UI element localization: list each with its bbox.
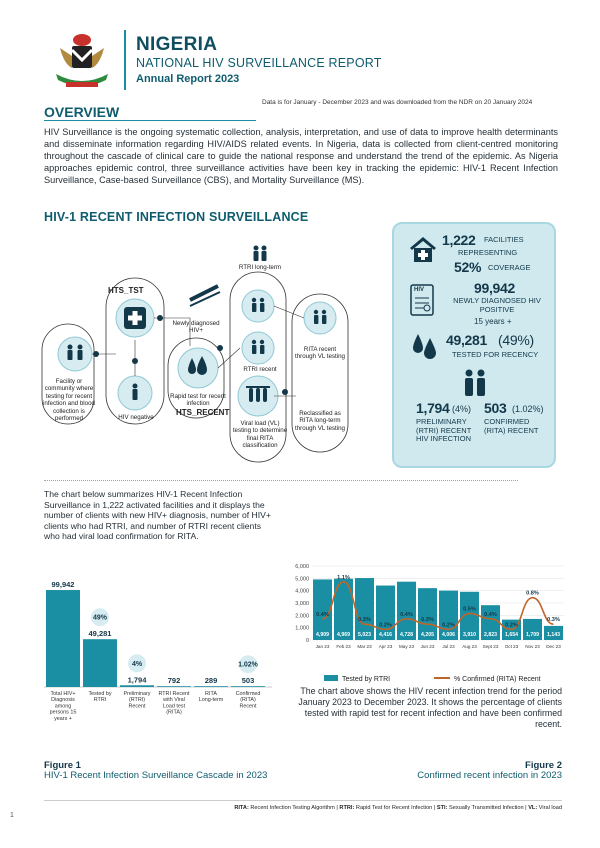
- preliminary-label: PRELIMINARY (RTRI) RECENT HIV INFECTION: [416, 417, 472, 443]
- fig2-line-label: 0.3%: [421, 617, 434, 624]
- coverage-label: COVERAGE: [488, 263, 531, 272]
- trend-chart-legend: [322, 672, 562, 684]
- cascade-bar-chart: [44, 575, 274, 722]
- header-report-title: NATIONAL HIV SURVEILLANCE REPORT: [136, 56, 382, 70]
- fig1-percent-label: 4%: [131, 660, 143, 668]
- fig2-y-tick-label: 0: [305, 638, 309, 644]
- fig2-bar-label: 3,910: [463, 632, 476, 638]
- fig2-bar-label: 2,823: [484, 632, 497, 638]
- people-icon: [460, 368, 490, 398]
- cascade-summary-text: The chart below summarizes HIV-1 Recent Infection Surveillance in 1,222 activated facilities and it displays the number of clients with new HIV+ diagnosis, number of HIV+ clients who had RTRI, and number of RTRI recent clients who had viral load confirmation for RITA.: [44, 489, 271, 541]
- fig1-category-label: Confirmed (RITA) Recent: [235, 691, 261, 710]
- overview-rule: [44, 120, 256, 121]
- fig2-x-tick-label: May 23: [398, 644, 415, 649]
- fig1-bar: [231, 686, 265, 687]
- fig2-bar-label: 1,709: [526, 632, 539, 638]
- fig2-line-label: 0.4%: [484, 611, 497, 618]
- fig1-value-label: 289: [204, 676, 218, 686]
- fig1-bar: [157, 686, 191, 687]
- facilities-value: 1,222: [442, 232, 476, 248]
- preliminary-percent: (4%): [452, 404, 472, 414]
- surveillance-flow-diagram: [40, 228, 380, 464]
- page-number: 1: [10, 812, 14, 819]
- fig2-x-tick-label: Mar 23: [357, 644, 372, 649]
- fig2-line-label: 0.2%: [505, 622, 518, 629]
- hiv-negative-label: HIV negative: [118, 414, 154, 421]
- fig2-line-label: 0.4%: [400, 611, 413, 618]
- fig2-x-tick-label: Apr 23: [378, 644, 393, 649]
- fig1-value-label: 99,942: [51, 580, 75, 590]
- stats-panel: [392, 222, 556, 468]
- fig2-x-tick-label: Sept 23: [482, 644, 499, 649]
- tested-percent: (49%): [498, 332, 534, 348]
- community-label: Facility or community where testing for recent infection and blood collection is performed: [43, 378, 95, 423]
- fig1-value-label: 503: [241, 676, 255, 686]
- representing-label: REPRESENTING: [458, 248, 518, 257]
- fig1-bar: [194, 686, 228, 687]
- fig1-category-label: Preliminary (RTRI) Recent: [123, 691, 151, 710]
- fig2-y-tick-label: 2,000: [295, 613, 309, 620]
- data-source-note: Data is for January - December 2023 and was downloaded from the NDR on 20 January 2024: [262, 99, 533, 106]
- fig2-bar-label: 4,205: [421, 632, 434, 638]
- figure2-caption: Confirmed recent infection in 2023: [417, 770, 562, 781]
- fig1-category-label: RITA Long-term: [198, 691, 224, 704]
- fig2-x-tick-label: Jul 23: [442, 644, 455, 649]
- figure1-title: Figure 1: [44, 760, 81, 771]
- newly-diagnosed-label: NEWLY DIAGNOSED HIV POSITIVE: [453, 296, 541, 314]
- fig2-line-label: 0.2%: [442, 622, 455, 629]
- header-annual: Annual Report 2023: [136, 73, 240, 85]
- fig2-bar-label: 1,143: [547, 632, 560, 638]
- fig2-line-label: 0.4%: [316, 611, 329, 618]
- fig2-y-tick-label: 3,000: [295, 601, 309, 607]
- abbr-rita-value: Recent Infection Testing Algorithm: [250, 805, 335, 811]
- legend-bar-swatch: [324, 675, 338, 681]
- fig2-x-tick-label: Feb 23: [336, 644, 351, 649]
- fig2-line-label: 0.3%: [547, 617, 560, 624]
- fig2-line-label: 0.5%: [463, 606, 476, 613]
- confirmed-label: CONFIRMED (RITA) RECENT: [484, 417, 539, 435]
- hts-tst-label: HTS_TST: [108, 286, 144, 295]
- fig2-x-tick-label: Jun 23: [420, 644, 435, 649]
- rapid-test-label: Rapid test for recent infection: [170, 393, 226, 408]
- fig2-bar-label: 4,006: [442, 632, 455, 638]
- tested-value: 49,281: [446, 332, 488, 348]
- fig2-x-tick-label: Nov 23: [525, 644, 540, 649]
- header-country: NIGERIA: [136, 34, 218, 55]
- preliminary-value: 1,794: [416, 400, 450, 416]
- overview-title: OVERVIEW: [44, 104, 120, 120]
- fig2-y-tick-label: 4,000: [295, 588, 309, 595]
- clinic-icon: [408, 234, 438, 264]
- fig1-bar: [46, 590, 80, 687]
- fig2-line-label: 1.1%: [337, 574, 350, 581]
- fig2-bar-label: 4,909: [316, 632, 329, 638]
- monthly-trend-chart: [282, 560, 566, 670]
- overview-text: HIV Surveillance is the ongoing systematic collection, analysis, interpretation, and use of data to improve health determinants and disseminate information regarding HIV/AIDS related events. In Nigeria, data is collected from client-centred monitoring throughout the cascade of clinical care to guide the national response and understand the trend of the epidemic. As Nigeria approaches epidemic control, three surveillance activities have been key in tracking the epidemic: HIV-1 Recent Infection Surveillance, Case-based Surveillance (CBS), and Mortality Surveillance (MS).: [44, 127, 558, 186]
- confirmed-percent: (1.02%): [512, 404, 544, 414]
- legend-bar-label: Tested by RTRI: [342, 676, 391, 683]
- fig2-line-label: 0.8%: [526, 590, 539, 597]
- newly-diagnosed-label: Newly diagnosed HIV+: [172, 320, 220, 335]
- abbr-sti-value: Sexually Transmitted Infection: [449, 805, 524, 811]
- abbr-rtri-key: RTRI:: [339, 805, 355, 811]
- fig2-bar-label: 5,023: [358, 632, 371, 638]
- newly-diagnosed-age: 15 years +: [474, 317, 512, 326]
- header-rule: [124, 30, 126, 90]
- rita-recent-label: RITA recent through VL testing: [295, 346, 345, 361]
- fig1-percent-label: 1.02%: [238, 661, 258, 669]
- fig2-y-tick-label: 1,000: [295, 625, 309, 632]
- fig2-x-tick-label: Oct 23: [504, 644, 519, 649]
- blood-drops-icon: [410, 330, 440, 360]
- rtri-recent-label: RTRI recent: [243, 366, 277, 373]
- coverage-value: 52%: [454, 259, 482, 275]
- reclassified-label: Reclassified as RITA long-term through VL testing: [295, 410, 345, 432]
- nigeria-coat-of-arms-icon: [50, 30, 114, 92]
- fig2-bar: [355, 578, 374, 640]
- abbr-sti-key: STI:: [436, 805, 448, 811]
- fig2-bar-label: 4,728: [400, 632, 413, 638]
- fig2-bar-label: 4,416: [379, 632, 392, 638]
- fig2-line-label: 0.3%: [358, 617, 371, 624]
- fig1-category-label: Tested by RTRI: [88, 691, 112, 704]
- abbr-vl-value: Viral load: [538, 805, 562, 811]
- fig1-value-label: 49,281: [88, 629, 112, 639]
- fig1-category-label: Total HIV+ Diagnosis among persons 15 years +: [49, 691, 77, 722]
- confirmed-value: 503: [484, 400, 507, 416]
- abbr-vl-key: VL:: [528, 805, 538, 811]
- abbr-rtri-value: Rapid Test for Recent Infection: [355, 805, 433, 811]
- facilities-label: FACILITIES: [484, 235, 524, 244]
- rtri-longterm-label: RTRI long-term: [238, 264, 282, 271]
- fig2-x-tick-label: Jan 23: [315, 644, 330, 649]
- fig1-value-label: 792: [167, 676, 181, 686]
- fig1-bar: [120, 685, 154, 687]
- trend-chart-description: The chart above shows the HIV recent infection trend for the period January 2023 to December 2023. It shows the percentage of clients tested with rapid test for recent infection and have been confirmed recent.: [298, 686, 562, 729]
- hts-recent-label: HTS_RECENT: [176, 408, 230, 417]
- figure2-title: Figure 2: [525, 760, 562, 771]
- fig2-x-tick-label: Dec 23: [546, 644, 561, 649]
- tested-label: TESTED FOR RECENCY: [452, 350, 539, 359]
- hiv-card-label: HIV: [414, 287, 425, 293]
- newly-diagnosed-value: 99,942: [474, 280, 516, 296]
- section-divider: [44, 480, 518, 481]
- fig1-percent-label: 49%: [92, 614, 108, 622]
- vl-testing-label: Viral load (VL) testing to determine final RITA classification: [232, 420, 288, 450]
- abbr-rita-key: RITA:: [234, 805, 249, 811]
- fig2-y-tick-label: 5,000: [295, 576, 309, 583]
- fig1-category-label: RTRI Recent with Viral Load test (RITA): [158, 691, 190, 716]
- abbreviation-footer: RITA: Recent Infection Testing Algorithm | RTRI: Rapid Test for Recent Infection | STI: Sexually Transmitted Infection | VL: Viral load: [44, 800, 562, 811]
- fig2-bar-label: 4,969: [337, 632, 350, 638]
- fig2-y-tick-label: 6,000: [295, 564, 309, 570]
- figure1-caption: HIV-1 Recent Infection Surveillance Cascade in 2023: [44, 770, 268, 781]
- legend-line-label: % Confirmed (RITA) Recent: [454, 676, 541, 683]
- fig1-value-label: 1,794: [127, 675, 147, 685]
- fig2-x-tick-label: Aug 23: [462, 644, 477, 649]
- fig2-bar-label: 1,654: [505, 632, 518, 638]
- rir-section-title: HIV-1 RECENT INFECTION SURVEILLANCE: [44, 210, 309, 224]
- fig2-line-label: 0.2%: [379, 622, 392, 629]
- fig2-bar: [313, 579, 332, 640]
- fig1-bar: [83, 639, 117, 687]
